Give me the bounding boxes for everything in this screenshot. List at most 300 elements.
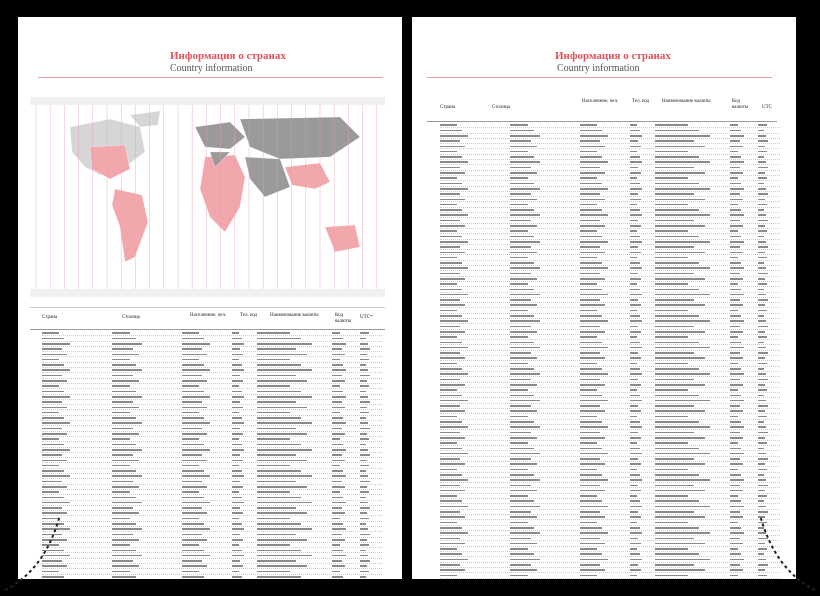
cell-placeholder	[758, 368, 764, 370]
cell-placeholder	[440, 299, 460, 301]
cell-placeholder	[580, 379, 600, 381]
cell-placeholder	[182, 385, 199, 387]
cell-placeholder	[630, 532, 642, 534]
cell-placeholder	[630, 373, 642, 375]
cell-placeholder	[730, 527, 741, 529]
cell-placeholder	[580, 161, 608, 163]
cell-placeholder	[758, 416, 767, 418]
cell-placeholder	[730, 352, 740, 354]
cell-placeholder	[360, 433, 367, 435]
cell-placeholder	[232, 364, 242, 366]
cell-placeholder	[630, 432, 638, 434]
cell-placeholder	[730, 538, 740, 540]
cell-placeholder	[42, 380, 67, 382]
cell-placeholder	[112, 565, 139, 567]
cell-placeholder	[630, 368, 640, 370]
cell-placeholder	[112, 576, 136, 578]
cell-placeholder	[332, 507, 342, 509]
cell-placeholder	[730, 304, 743, 306]
cell-placeholder	[630, 193, 638, 195]
cell-placeholder	[257, 539, 307, 541]
cell-placeholder	[758, 257, 767, 259]
cell-placeholder	[758, 389, 767, 391]
cell-placeholder	[580, 135, 608, 137]
cell-placeholder	[360, 481, 370, 483]
cell-placeholder	[112, 438, 130, 440]
cell-placeholder	[440, 500, 462, 502]
cell-placeholder	[360, 544, 369, 546]
cell-placeholder	[440, 342, 462, 344]
cell-placeholder	[257, 396, 312, 398]
country-table-right	[440, 123, 780, 579]
cell-placeholder	[42, 369, 70, 371]
cell-placeholder	[42, 343, 70, 345]
cell-placeholder	[440, 442, 457, 444]
cell-placeholder	[758, 225, 765, 227]
title-underline	[38, 77, 383, 78]
cell-placeholder	[655, 426, 710, 428]
cell-placeholder	[630, 188, 642, 190]
cell-placeholder	[257, 550, 301, 552]
cell-placeholder	[730, 379, 740, 381]
cell-placeholder	[630, 236, 640, 238]
cell-placeholder	[182, 364, 204, 366]
cell-placeholder	[510, 416, 528, 418]
cell-placeholder	[112, 391, 136, 393]
cell-placeholder	[758, 410, 765, 412]
cell-placeholder	[730, 516, 743, 518]
cell-placeholder	[332, 380, 345, 382]
cell-placeholder	[332, 475, 346, 477]
cell-placeholder	[440, 146, 465, 148]
cell-placeholder	[182, 518, 199, 520]
cell-placeholder	[232, 354, 243, 356]
cell-placeholder	[655, 410, 705, 412]
cell-placeholder	[630, 230, 637, 232]
cell-placeholder	[257, 422, 312, 424]
cell-placeholder	[42, 385, 59, 387]
cell-placeholder	[758, 220, 768, 222]
cell-placeholder	[360, 539, 367, 541]
cell-placeholder	[257, 518, 290, 520]
cell-placeholder	[440, 543, 465, 545]
cell-placeholder	[655, 273, 694, 275]
cell-placeholder	[232, 481, 240, 483]
cell-placeholder	[730, 490, 743, 492]
cell-placeholder	[730, 363, 738, 365]
cell-placeholder	[232, 465, 239, 467]
cell-placeholder	[257, 491, 290, 493]
cell-placeholder	[440, 262, 462, 264]
cell-placeholder	[112, 491, 130, 493]
cell-placeholder	[440, 246, 460, 248]
cell-placeholder	[360, 407, 367, 409]
cell-placeholder	[655, 299, 694, 301]
cell-placeholder	[510, 442, 528, 444]
cell-placeholder	[580, 236, 602, 238]
cell-placeholder	[360, 512, 367, 514]
cell-placeholder	[257, 380, 307, 382]
cell-placeholder	[758, 363, 767, 365]
cell-placeholder	[510, 267, 540, 269]
cell-placeholder	[580, 405, 600, 407]
cell-placeholder	[182, 576, 204, 578]
cell-placeholder	[257, 502, 312, 504]
cell-placeholder	[580, 315, 602, 317]
cell-placeholder	[580, 485, 600, 487]
right-page	[412, 17, 796, 579]
cell-placeholder	[440, 516, 465, 518]
cell-placeholder	[232, 428, 240, 430]
cell-placeholder	[730, 320, 744, 322]
cell-placeholder	[510, 342, 534, 344]
cell-placeholder	[758, 236, 764, 238]
cell-placeholder	[630, 389, 637, 391]
cell-placeholder	[510, 278, 537, 280]
cell-placeholder	[360, 454, 370, 456]
cell-placeholder	[510, 151, 528, 153]
cell-placeholder	[730, 384, 743, 386]
cell-placeholder	[182, 449, 210, 451]
cell-placeholder	[510, 548, 528, 550]
cell-placeholder	[580, 511, 600, 513]
cell-placeholder	[758, 294, 766, 296]
cell-placeholder	[332, 417, 343, 419]
cell-placeholder	[257, 343, 312, 345]
cell-placeholder	[655, 315, 699, 317]
cell-placeholder	[232, 369, 244, 371]
cell-placeholder	[112, 359, 130, 361]
cell-placeholder	[580, 532, 608, 534]
cell-placeholder	[510, 469, 528, 471]
cell-placeholder	[440, 426, 468, 428]
cell-placeholder	[360, 523, 366, 525]
cell-placeholder	[630, 469, 637, 471]
cell-placeholder	[730, 252, 743, 254]
cell-placeholder	[332, 528, 346, 530]
cell-placeholder	[730, 543, 743, 545]
cell-placeholder	[232, 375, 240, 377]
cell-placeholder	[182, 571, 199, 573]
cell-placeholder	[510, 485, 531, 487]
cell-placeholder	[510, 320, 540, 322]
cell-placeholder	[112, 560, 133, 562]
cell-placeholder	[630, 161, 642, 163]
cell-placeholder	[440, 458, 460, 460]
cell-placeholder	[182, 465, 199, 467]
cell-placeholder	[440, 379, 460, 381]
cell-placeholder	[360, 444, 366, 446]
cell-placeholder	[580, 495, 597, 497]
cell-placeholder	[580, 225, 605, 227]
cell-placeholder	[510, 167, 531, 169]
cell-placeholder	[510, 395, 534, 397]
cell-placeholder	[630, 257, 637, 259]
cell-placeholder	[332, 375, 342, 377]
cell-placeholder	[510, 257, 528, 259]
cell-placeholder	[630, 220, 638, 222]
cell-placeholder	[580, 188, 608, 190]
cell-placeholder	[758, 146, 765, 148]
cell-placeholder	[730, 278, 743, 280]
cell-placeholder	[758, 183, 764, 185]
cell-placeholder	[655, 209, 699, 211]
cell-placeholder	[42, 486, 67, 488]
cell-placeholder	[232, 512, 243, 514]
cell-placeholder	[580, 193, 600, 195]
cell-placeholder	[360, 449, 368, 451]
cell-placeholder	[510, 389, 528, 391]
cell-placeholder	[332, 502, 346, 504]
cell-placeholder	[655, 522, 688, 524]
cell-placeholder	[332, 348, 342, 350]
cell-placeholder	[630, 299, 638, 301]
cell-placeholder	[730, 156, 741, 158]
cell-placeholder	[730, 357, 743, 359]
cell-placeholder	[730, 130, 741, 132]
cell-placeholder	[730, 294, 744, 296]
cell-placeholder	[580, 320, 608, 322]
cell-placeholder	[232, 391, 242, 393]
cell-placeholder	[655, 252, 705, 254]
cell-placeholder	[360, 438, 369, 440]
cell-placeholder	[232, 560, 240, 562]
cell-placeholder	[182, 534, 202, 536]
cell-placeholder	[257, 523, 301, 525]
cell-placeholder	[630, 278, 641, 280]
cell-placeholder	[758, 336, 767, 338]
cell-placeholder	[440, 527, 462, 529]
cell-placeholder	[257, 417, 301, 419]
cell-placeholder	[182, 523, 204, 525]
cell-placeholder	[630, 130, 640, 132]
cell-placeholder	[440, 432, 460, 434]
cell-placeholder	[630, 479, 642, 481]
cell-placeholder	[112, 332, 130, 334]
cell-placeholder	[112, 375, 133, 377]
cell-placeholder	[580, 283, 597, 285]
cell-placeholder	[510, 543, 537, 545]
cell-placeholder	[580, 347, 608, 349]
cell-placeholder	[440, 474, 462, 476]
cell-placeholder	[232, 497, 242, 499]
cell-placeholder	[580, 299, 600, 301]
cell-placeholder	[758, 442, 767, 444]
cell-placeholder	[758, 373, 766, 375]
cell-placeholder	[655, 236, 699, 238]
cell-placeholder	[232, 518, 239, 520]
cell-placeholder	[630, 437, 641, 439]
cell-placeholder	[730, 146, 743, 148]
cell-placeholder	[112, 433, 139, 435]
cell-placeholder	[758, 161, 766, 163]
table-header	[432, 99, 777, 119]
cell-placeholder	[630, 167, 638, 169]
cell-placeholder	[440, 177, 457, 179]
cell-placeholder	[360, 491, 369, 493]
cell-placeholder	[360, 571, 369, 573]
cell-placeholder	[655, 511, 694, 513]
cell-placeholder	[655, 347, 710, 349]
cell-placeholder	[758, 241, 766, 243]
cell-placeholder	[730, 161, 744, 163]
cell-placeholder	[730, 331, 743, 333]
page-subtitle: Country information	[170, 63, 253, 74]
cell-placeholder	[510, 304, 537, 306]
cell-placeholder	[758, 310, 767, 312]
cell-placeholder	[257, 576, 301, 578]
cell-placeholder	[630, 214, 642, 216]
cell-placeholder	[580, 432, 600, 434]
cell-placeholder	[360, 497, 366, 499]
col-utc: UTC*	[360, 315, 373, 320]
cell-placeholder	[360, 534, 370, 536]
cell-placeholder	[440, 373, 468, 375]
cell-placeholder	[510, 177, 528, 179]
cell-placeholder	[360, 428, 370, 430]
cell-placeholder	[758, 326, 768, 328]
cell-placeholder	[360, 348, 370, 350]
cell-placeholder	[440, 448, 462, 450]
cell-placeholder	[42, 481, 62, 483]
cell-placeholder	[42, 444, 64, 446]
cell-placeholder	[510, 511, 531, 513]
cell-placeholder	[182, 412, 199, 414]
cell-placeholder	[112, 512, 139, 514]
cell-placeholder	[182, 502, 210, 504]
cell-placeholder	[440, 283, 457, 285]
cell-placeholder	[360, 417, 366, 419]
cell-placeholder	[630, 246, 638, 248]
cell-placeholder	[630, 548, 637, 550]
cell-placeholder	[112, 475, 142, 477]
cell-placeholder	[360, 465, 369, 467]
page-subtitle: Country information	[557, 63, 640, 74]
cell-placeholder	[580, 543, 605, 545]
cell-placeholder	[730, 193, 740, 195]
cell-placeholder	[360, 502, 368, 504]
cell-placeholder	[655, 177, 688, 179]
cell-placeholder	[655, 575, 688, 577]
cell-placeholder	[580, 516, 605, 518]
cell-placeholder	[630, 135, 642, 137]
cell-placeholder	[580, 262, 602, 264]
cell-placeholder	[630, 267, 642, 269]
cell-placeholder	[182, 332, 199, 334]
cell-placeholder	[332, 491, 340, 493]
cell-placeholder	[730, 310, 738, 312]
cell-placeholder	[182, 528, 210, 530]
cell-placeholder	[730, 421, 741, 423]
cell-placeholder	[332, 497, 343, 499]
cell-placeholder	[758, 463, 765, 465]
cell-placeholder	[655, 220, 694, 222]
cell-placeholder	[332, 343, 346, 345]
cell-placeholder	[182, 512, 207, 514]
cell-placeholder	[630, 294, 642, 296]
cell-placeholder	[112, 401, 133, 403]
cell-placeholder	[580, 230, 597, 232]
cell-placeholder	[580, 278, 605, 280]
cell-placeholder	[440, 522, 457, 524]
cell-placeholder	[580, 389, 597, 391]
cell-placeholder	[232, 539, 243, 541]
page-title: Информация о странах	[555, 50, 671, 62]
cell-placeholder	[112, 369, 142, 371]
cell-placeholder	[112, 396, 142, 398]
cell-placeholder	[730, 548, 738, 550]
cell-placeholder	[510, 236, 534, 238]
cell-placeholder	[360, 560, 370, 562]
cell-placeholder	[730, 140, 740, 142]
cell-placeholder	[440, 273, 460, 275]
cell-placeholder	[655, 500, 699, 502]
cell-placeholder	[332, 369, 346, 371]
cell-placeholder	[510, 357, 537, 359]
cell-placeholder	[332, 428, 342, 430]
cell-placeholder	[730, 289, 741, 291]
cell-placeholder	[360, 576, 366, 578]
cell-placeholder	[182, 444, 204, 446]
cell-placeholder	[332, 534, 342, 536]
cell-placeholder	[730, 236, 741, 238]
cell-placeholder	[360, 470, 366, 472]
cell-placeholder	[730, 569, 743, 571]
cell-placeholder	[332, 401, 342, 403]
cell-placeholder	[630, 304, 641, 306]
cell-placeholder	[440, 384, 465, 386]
cell-placeholder	[182, 391, 204, 393]
table-header-rule	[427, 121, 777, 122]
cell-placeholder	[730, 532, 744, 534]
cell-placeholder	[580, 363, 597, 365]
cell-placeholder	[232, 412, 239, 414]
cell-placeholder	[360, 343, 368, 345]
cell-placeholder	[730, 405, 740, 407]
cell-placeholder	[655, 246, 694, 248]
cell-placeholder	[510, 135, 540, 137]
cell-placeholder	[510, 347, 540, 349]
cell-placeholder	[257, 332, 290, 334]
cell-placeholder	[630, 448, 640, 450]
cell-placeholder	[510, 458, 531, 460]
cell-placeholder	[332, 438, 340, 440]
cell-placeholder	[630, 172, 641, 174]
cell-placeholder	[730, 485, 740, 487]
cell-placeholder	[42, 465, 59, 467]
world-timezone-map	[30, 97, 385, 302]
cell-placeholder	[360, 391, 366, 393]
cell-placeholder	[758, 135, 766, 137]
cell-placeholder	[630, 326, 638, 328]
cell-placeholder	[360, 507, 370, 509]
cell-placeholder	[655, 490, 705, 492]
cell-placeholder	[332, 332, 340, 334]
cell-placeholder	[332, 460, 345, 462]
cell-placeholder	[730, 463, 743, 465]
cell-placeholder	[758, 252, 765, 254]
cell-placeholder	[580, 140, 600, 142]
cell-placeholder	[655, 267, 710, 269]
cell-placeholder	[580, 177, 597, 179]
cell-placeholder	[655, 326, 694, 328]
cell-placeholder	[440, 479, 468, 481]
cell-placeholder	[655, 278, 705, 280]
cell-placeholder	[510, 368, 534, 370]
cell-placeholder	[232, 475, 244, 477]
cell-placeholder	[112, 465, 130, 467]
col-country: Страна	[42, 315, 58, 320]
